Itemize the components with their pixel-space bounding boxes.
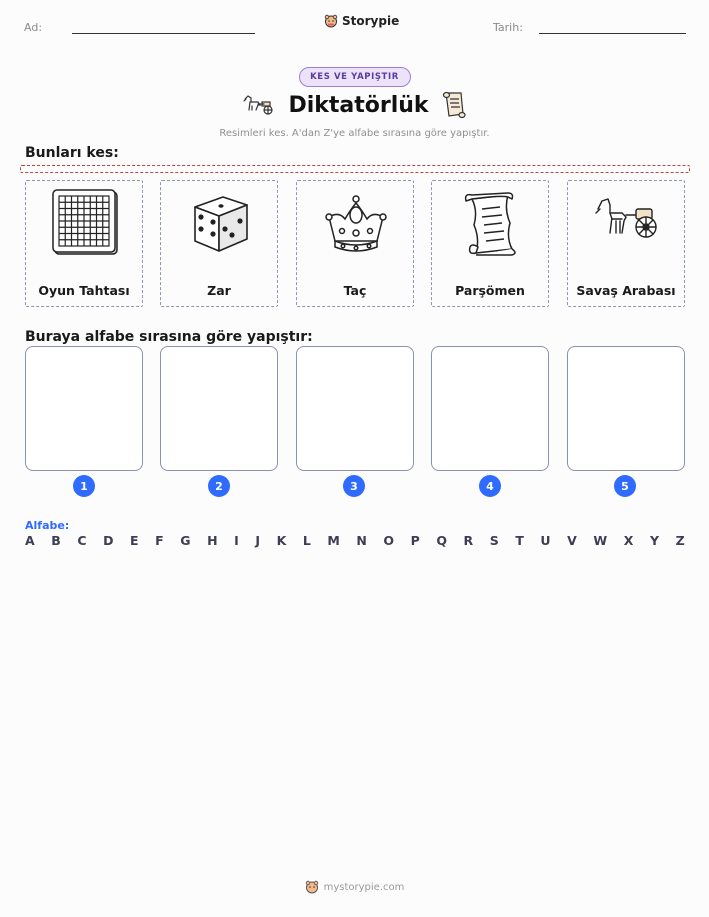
alphabet-letter: N — [356, 533, 367, 548]
storypie-mascot-icon — [324, 14, 338, 28]
crown-icon — [321, 189, 391, 259]
alphabet-letter: Q — [436, 533, 447, 548]
slot-number-1: 1 — [73, 475, 95, 497]
alphabet-letter: L — [302, 533, 311, 548]
paste-box-4[interactable] — [431, 346, 549, 471]
alphabet-letter: Y — [649, 533, 659, 548]
cut-card-parchment[interactable] — [431, 180, 549, 307]
cut-card-label: Zar — [207, 283, 231, 298]
alphabet-letter: P — [410, 533, 420, 548]
paste-box-1[interactable] — [25, 346, 143, 471]
date-label: Tarih: — [493, 21, 523, 34]
scroll-icon — [441, 90, 467, 120]
cut-card-label: Oyun Tahtası — [38, 283, 130, 298]
alphabet-label: Alfabe: — [25, 519, 70, 532]
cut-card-game-board[interactable] — [25, 180, 143, 307]
alphabet-letter: G — [180, 533, 191, 548]
alphabet-row — [25, 533, 685, 548]
cut-card-crown[interactable] — [296, 180, 414, 307]
brand-name: Storypie — [342, 14, 400, 28]
alphabet-letter: E — [130, 533, 139, 548]
cut-card-label: Savaş Arabası — [576, 283, 676, 298]
cut-card-label: Taç — [343, 283, 367, 298]
game-board-icon — [50, 189, 120, 259]
name-label: Ad: — [24, 21, 43, 34]
storypie-mascot-icon — [305, 880, 319, 894]
alphabet-letter: O — [383, 533, 395, 548]
alphabet-letter: K — [276, 533, 287, 548]
alphabet-letter: R — [463, 533, 474, 548]
brand-logo — [324, 14, 399, 28]
slot-number-4: 4 — [479, 475, 501, 497]
cut-heading: Bunları kes: — [25, 145, 119, 161]
alphabet-letter: W — [593, 533, 608, 548]
date-line[interactable] — [539, 33, 686, 34]
page-title: Diktatörlük — [288, 92, 429, 118]
instructions: Resimleri kes. A'dan Z'ye alfabe sırasına göre yapıştır. — [219, 128, 490, 139]
alphabet-letter: C — [77, 533, 87, 548]
footer — [0, 880, 709, 894]
dice-icon — [185, 189, 255, 259]
slot-number-3: 3 — [343, 475, 365, 497]
paste-box-5[interactable] — [567, 346, 685, 471]
alphabet-letter: A — [25, 533, 35, 548]
paste-box-3[interactable] — [296, 346, 414, 471]
cut-card-dice[interactable] — [160, 180, 278, 307]
alphabet-letter: D — [103, 533, 114, 548]
cut-card-label: Parşömen — [455, 283, 525, 298]
horse-cart-icon — [242, 93, 276, 117]
cut-card-chariot[interactable] — [567, 180, 685, 307]
alphabet-letter: Z — [675, 533, 685, 548]
activity-badge: KES VE YAPIŞTIR — [299, 67, 411, 87]
alphabet-letter: H — [207, 533, 218, 548]
slot-number-5: 5 — [614, 475, 636, 497]
alphabet-letter: X — [623, 533, 634, 548]
chariot-icon — [592, 189, 662, 259]
paste-heading: Buraya alfabe sırasına göre yapıştır: — [25, 329, 313, 345]
title-row — [0, 90, 709, 120]
alphabet-letter: V — [567, 533, 577, 548]
alphabet-letter: I — [234, 533, 239, 548]
alphabet-letter: B — [51, 533, 61, 548]
alphabet-letter: T — [515, 533, 524, 548]
alphabet-letter: U — [540, 533, 551, 548]
name-line[interactable] — [72, 33, 255, 34]
alphabet-letter: J — [255, 533, 260, 548]
paste-box-2[interactable] — [160, 346, 278, 471]
slot-number-2: 2 — [208, 475, 230, 497]
cut-line — [20, 165, 690, 173]
alphabet-letter: S — [489, 533, 499, 548]
alphabet-letter: M — [327, 533, 340, 548]
alphabet-letter: F — [155, 533, 164, 548]
footer-site[interactable]: mystorypie.com — [323, 881, 405, 893]
scroll-icon — [456, 189, 526, 259]
